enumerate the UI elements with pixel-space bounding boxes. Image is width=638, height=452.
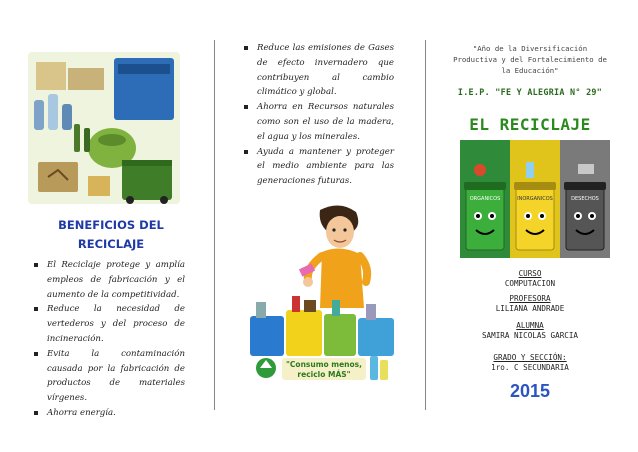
column-divider-right	[425, 40, 426, 410]
column-divider-left	[214, 40, 215, 410]
student-label: ALUMNA	[516, 321, 544, 330]
teacher-label: PROFESORA	[509, 294, 551, 303]
page-title: EL RECICLAJE	[469, 115, 591, 134]
list-item: El Reciclaje protege y amplía empleos de fabricación y el aumento de la competitividad.	[33, 258, 185, 302]
course-value: COMPUTACION	[504, 279, 556, 288]
bin-label-organicos: ORGANICOS	[469, 196, 501, 202]
bin-label-desechos: DESECHOS	[571, 196, 599, 202]
list-item: Ahorra energía.	[33, 406, 185, 421]
slogan-line-2: reciclo MÁS"	[297, 370, 351, 379]
grade-block	[440, 353, 620, 373]
boy-recycling-illustration	[248, 196, 398, 384]
slogan-line-1: "Consumo menos,	[286, 360, 362, 369]
benefits-list	[33, 258, 185, 421]
list-item: Ahorra en Recursos naturales como son el uso de la madera, el agua y los minerales.	[243, 100, 394, 144]
list-item: Reduce la necesidad de vertederos y del proceso de incineración.	[33, 302, 185, 346]
grade-value: 1ro. C SECUNDARIA	[491, 363, 569, 372]
grade-label: GRADO Y SECCIÓN:	[493, 353, 567, 362]
three-bins-illustration	[460, 140, 610, 258]
student-value: SAMIRA NICOLAS GARCIA	[481, 331, 578, 340]
school-name: I.E.P. "FE Y ALEGRIA N° 29"	[457, 87, 603, 97]
list-item: Reduce las emisiones de Gases de efecto invernadero que contribuyen al cambio climático y global.	[243, 41, 394, 100]
motto-text: "Año de la Diversificación Productiva y del Fortalecimiento de la Educación"	[453, 44, 607, 75]
benefits-list-continued	[243, 41, 394, 189]
course-block	[440, 269, 620, 289]
benefits-heading: BENEFICIOS DEL RECICLAJE	[58, 218, 164, 251]
course-label: CURSO	[518, 269, 542, 278]
list-item: Ayuda a mantener y proteger el medio ambiente para las generaciones futuras.	[243, 145, 394, 189]
recycling-bins-illustration	[28, 52, 180, 204]
bin-label-inorganicos: INORGANICOS	[517, 196, 553, 202]
student-block	[440, 321, 620, 341]
year-text: 2015	[509, 381, 551, 401]
teacher-block	[440, 294, 620, 314]
teacher-value: LILIANA ANDRADE	[495, 304, 565, 313]
list-item: Evita la contaminación causada por la fabricación de productos de materiales vírgenes.	[33, 347, 185, 406]
